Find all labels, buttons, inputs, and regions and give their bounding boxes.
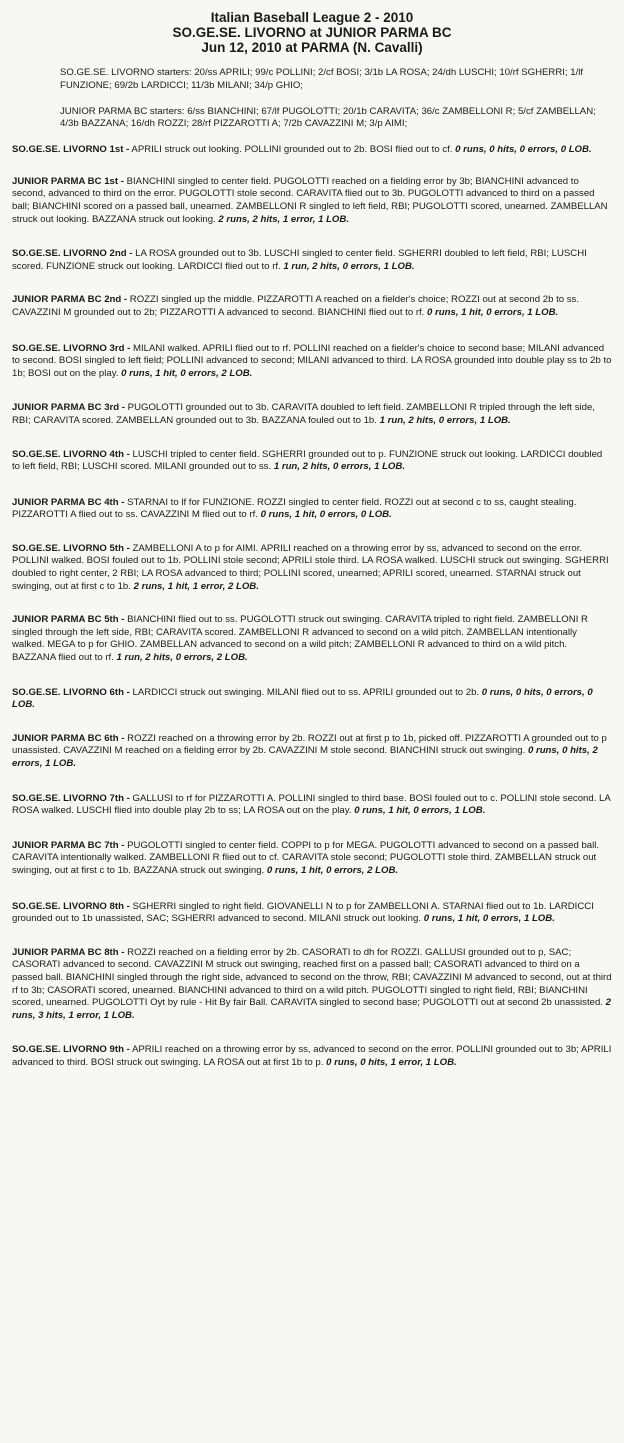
away-starters: SO.GE.SE. LIVORNO starters: 20/ss APRILI; 99/c POLLINI; 2/cf BOSI; 3/1b LA ROSA; 24/dh LUSCHI; 10/rf SGHERRI; 1/lf FUNZIONE; 69/2b LARDICCI; 11/3b MILANI; 34/p GHIO; xyxy=(60,67,584,91)
inning-paragraph xyxy=(12,497,612,522)
inning-play-text: APRILI struck out looking. POLLINI grounded out to 2b. BOSI flied out to cf. xyxy=(129,144,456,156)
inning-team-label: JUNIOR PARMA BC 4th - xyxy=(12,496,125,508)
innings-list xyxy=(12,144,612,1069)
inning-team-label: SO.GE.SE. LIVORNO 5th - xyxy=(12,542,130,554)
inning-paragraph xyxy=(12,343,612,381)
inning-play-text: SGHERRI singled to right field. GIOVANELLI N to p for ZAMBELLONI A. STARNAI flied out to 1b. LARDICCI grounded out to 1b unassisted, SAC; SGHERRI advanced to second. MILANI struck out looking. xyxy=(12,900,594,925)
inning-play-text: LARDICCI struck out swinging. MILANI flied out to ss. APRILI grounded out to 2b. xyxy=(129,686,482,698)
inning-team-label: SO.GE.SE. LIVORNO 8th - xyxy=(12,900,130,912)
inning-team-label: SO.GE.SE. LIVORNO 2nd - xyxy=(12,248,133,260)
inning-summary: 2 runs, 3 hits, 1 error, 1 LOB. xyxy=(12,997,611,1021)
inning-paragraph xyxy=(12,687,612,712)
inning-summary: 0 runs, 1 hit, 0 errors, 1 LOB. xyxy=(427,306,559,318)
inning-summary: 1 run, 2 hits, 0 errors, 1 LOB. xyxy=(283,260,415,272)
inning-team-label: JUNIOR PARMA BC 7th - xyxy=(12,839,125,851)
inning-paragraph xyxy=(12,176,612,226)
inning-summary: 0 runs, 1 hit, 0 errors, 0 LOB. xyxy=(260,509,392,521)
inning-paragraph xyxy=(12,947,612,1023)
inning-team-label: SO.GE.SE. LIVORNO 3rd - xyxy=(12,342,131,354)
inning-summary: 0 runs, 1 hit, 0 errors, 2 LOB. xyxy=(266,864,399,876)
inning-play-text: PUGOLOTTI grounded out to 3b. CARAVITA doubled to left field. ZAMBELLONI R tripled through the left side, RBI; CARAVITA scored. ZAMBELLAN grounded out to 3b. BAZZANA fouled out to 1b. xyxy=(12,402,595,426)
inning-play-text: MILANI walked. APRILI flied out to rf. POLLINI reached on a fielder's choice to second base; MILANI advanced to second. BOSI singled to left field; POLLINI advanced to second; MILANI advanced to third. LA ROSA grounded into double play ss to 2b to 1b; BOSI out on the play. xyxy=(12,342,612,379)
matchup-title: SO.GE.SE. LIVORNO at JUNIOR PARMA BC xyxy=(172,25,452,40)
inning-team-label: JUNIOR PARMA BC 8th - xyxy=(12,946,125,958)
inning-play-text: APRILI reached on a throwing error by ss, advanced to second on the error. POLLINI grounded out to 3b; APRILI advanced to third. BOSI struck out swinging. LA ROSA out at first 1b to p. xyxy=(12,1044,612,1068)
inning-team-label: JUNIOR PARMA BC 2nd - xyxy=(12,294,128,306)
inning-play-text: ZAMBELLONI A to p for AIMI. APRILI reached on a throwing error by ss, advanced to second on the error. POLLINI walked. BOSI fouled out to 1b. POLLINI stole second; APRILI stole third. LA ROSA walked. LUSCHI struck out swinging. SGHERRI doubled to right center, 2 RBI; LA ROSA advanced to third; POLLINI scored, unearned; APRILI scored, unearned. STARNAI struck out swinging, out at first c to 1b. xyxy=(12,542,609,592)
inning-play-text: LUSCHI tripled to center field. SGHERRI grounded out to p. FUNZIONE struck out looking. LARDICCI doubled to left field, RBI; LUSCHI scored. MILANI grounded out to ss. xyxy=(12,448,603,473)
inning-paragraph xyxy=(12,901,612,926)
inning-paragraph xyxy=(12,248,612,273)
inning-summary: 0 runs, 0 hits, 0 errors, 0 LOB. xyxy=(455,144,592,156)
inning-paragraph xyxy=(12,1044,612,1069)
inning-play-text: GALLUSI to rf for PIZZAROTTI A. POLLINI singled to third base. BOSI fouled out to c. POLLINI stole second. LA ROSA walked. LUSCHI flied into double play 2b to ss; LA ROSA out on the play. xyxy=(12,792,611,817)
inning-paragraph xyxy=(12,614,612,664)
date-venue: Jun 12, 2010 at PARMA (N. Cavalli) xyxy=(201,40,423,55)
inning-paragraph xyxy=(12,402,612,427)
inning-summary: 0 runs, 1 hit, 0 errors, 2 LOB. xyxy=(121,367,253,379)
inning-summary: 2 runs, 2 hits, 1 error, 1 LOB. xyxy=(218,213,349,225)
inning-team-label: SO.GE.SE. LIVORNO 1st - xyxy=(12,144,130,156)
inning-summary: 0 runs, 0 hits, 2 errors, 1 LOB. xyxy=(12,745,598,769)
inning-play-text: BIANCHINI flied out to ss. PUGOLOTTI struck out swinging. CARAVITA tripled to right field. ZAMBELLONI R singled through the left side, RBI; CARAVITA scored. ZAMBELLONI R advanced to second on a wild pitch. ZAMBELLAN intentionally walked. MEGA to p for GHIO. ZAMBELLAN advanced to second on a wild pitch; ZAMBELLONI R advanced to third on a wild pitch. BAZZANA flied out to rf. xyxy=(12,614,588,664)
starters-section xyxy=(60,67,598,131)
home-starters: JUNIOR PARMA BC starters: 6/ss BIANCHINI; 67/lf PUGOLOTTI; 20/1b CARAVITA; 36/c ZAMBELLONI R; 5/cf ZAMBELLAN; 4/3b BAZZANA; 16/dh ROZZI; 28/rf PIZZAROTTI A; 7/2b CAVAZZINI M; 3/p AIMI; xyxy=(60,105,596,130)
inning-summary: 1 run, 2 hits, 0 errors, 1 LOB. xyxy=(273,461,405,473)
inning-team-label: SO.GE.SE. LIVORNO 7th - xyxy=(12,792,130,804)
inning-play-text: LA ROSA grounded out to 3b. LUSCHI singled to center field. SGHERRI doubled to left field, RBI; LUSCHI scored. FUNZIONE struck out looking. LARDICCI flied out to rf. xyxy=(12,248,587,272)
inning-paragraph xyxy=(12,840,612,878)
inning-summary: 0 runs, 0 hits, 1 error, 1 LOB. xyxy=(326,1056,457,1068)
inning-team-label: JUNIOR PARMA BC 1st - xyxy=(12,175,124,187)
inning-summary: 2 runs, 1 hit, 1 error, 2 LOB. xyxy=(133,580,259,592)
inning-team-label: SO.GE.SE. LIVORNO 4th - xyxy=(12,448,130,460)
inning-summary: 1 run, 2 hits, 0 errors, 2 LOB. xyxy=(116,652,248,664)
inning-team-label: SO.GE.SE. LIVORNO 6th - xyxy=(12,686,130,698)
inning-summary: 0 runs, 1 hit, 0 errors, 1 LOB. xyxy=(423,913,555,925)
inning-play-text: BIANCHINI singled to center field. PUGOLOTTI reached on a fielding error by 3b; BIANCHINI advanced to second, advanced to third on the error. PUGOLOTTI stole second. CARAVITA flied out to 3b. PUGOLOTTI advanced to third on a passed ball; BIANCHINI scored on a passed ball, unearned. ZAMBELLONI R singled to left field, RBI; PUGOLOTTI scored, unearned. ZAMBELLAN struck out looking. BAZZANA struck out looking. xyxy=(12,175,608,225)
inning-paragraph xyxy=(12,449,612,474)
game-header xyxy=(12,10,612,55)
inning-paragraph xyxy=(12,294,612,319)
inning-paragraph xyxy=(12,543,612,593)
inning-summary: 0 runs, 0 hits, 0 errors, 0 LOB. xyxy=(12,686,593,711)
inning-play-text: PUGOLOTTI singled to center field. COPPI to p for MEGA. PUGOLOTTI advanced to second on a passed ball. CARAVITA intentionally walked. ZAMBELLONI R flied out to cf. CARAVITA stole second; PUGOLOTTI stole third. ZAMBELLAN struck out swinging, out at first c to 1b. BAZZANA struck out swinging. xyxy=(12,839,600,876)
inning-summary: 1 run, 2 hits, 0 errors, 1 LOB. xyxy=(379,414,511,426)
inning-paragraph xyxy=(12,144,612,157)
inning-team-label: JUNIOR PARMA BC 3rd - xyxy=(12,402,125,414)
inning-play-text: ROZZI reached on a fielding error by 2b. CASORATI to dh for ROZZI. GALLUSI grounded out to p, SAC; CASORATI advanced to second. CAVAZZINI M struck out swinging, reached first on a passed ball; CASORATI advanced to third on a passed ball. BIANCHINI singled through the right side, advanced to second on the throw, RBI; CAVAZZINI M advanced to second, out at third rf to 3b; CASORATI scored, unearned. BIANCHINI advanced to third on a wild pitch. PUGOLOTTI singled to right field, RBI; BIANCHINI scored, unearned. PUGOLOTTI Oyt by rule - Hit By fair Ball. CARAVITA singled to second base; PUGOLOTTI out at second 2b unassisted. xyxy=(12,946,612,1009)
inning-team-label: SO.GE.SE. LIVORNO 9th - xyxy=(12,1044,130,1056)
inning-play-text: ROZZI reached on a throwing error by 2b. ROZZI out at first p to 1b, picked off. PIZZAROTTI A grounded out to p unassisted. CAVAZZINI M reached on a fielding error by 2b. CAVAZZINI M stole second. BIANCHINI struck out swinging. xyxy=(12,732,607,757)
inning-summary: 0 runs, 1 hit, 0 errors, 1 LOB. xyxy=(354,805,486,817)
inning-team-label: JUNIOR PARMA BC 5th - xyxy=(12,614,125,626)
inning-paragraph xyxy=(12,733,612,771)
inning-paragraph xyxy=(12,793,612,818)
inning-play-text: STARNAI to lf for FUNZIONE. ROZZI singled to center field. ROZZI out at second c to ss, caught stealing. PIZZAROTTI A flied out to ss. CAVAZZINI M flied out to rf. xyxy=(12,496,577,521)
inning-team-label: JUNIOR PARMA BC 6th - xyxy=(12,732,125,744)
inning-play-text: ROZZI singled up the middle. PIZZAROTTI A reached on a fielder's choice; ROZZI out at second 2b to ss. CAVAZZINI M grounded out to 2b; PIZZAROTTI A advanced to second. BIANCHINI flied out to rf. xyxy=(12,294,579,318)
league-title: Italian Baseball League 2 - 2010 xyxy=(210,10,414,25)
